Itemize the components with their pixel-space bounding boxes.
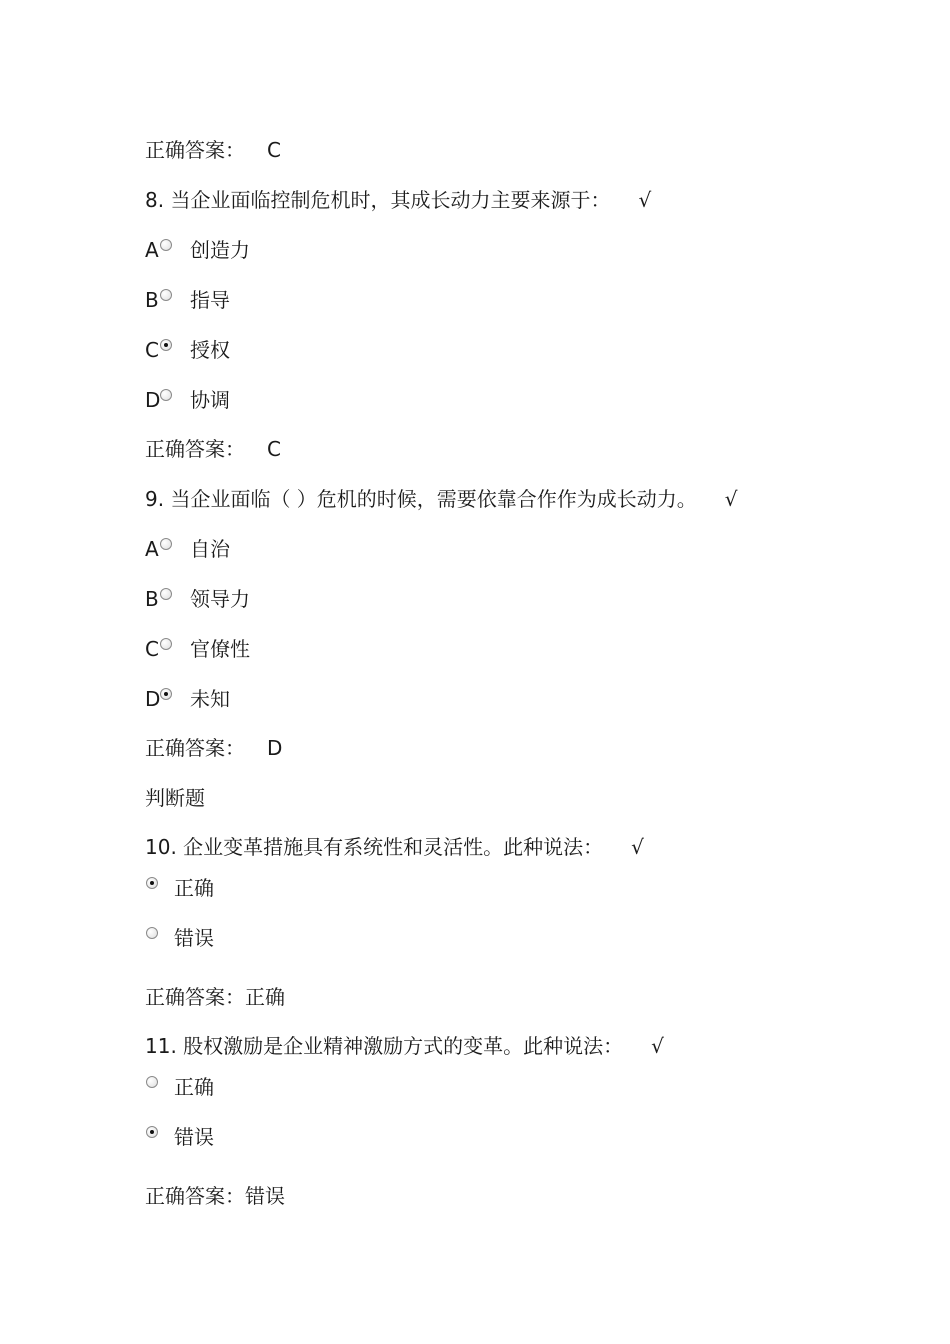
answer-value: C xyxy=(267,437,281,461)
option-text: 指导 xyxy=(190,288,230,312)
q9-option-d[interactable] xyxy=(145,687,230,711)
question-text: 11. 股权激励是企业精神激励方式的变革。此种说法： xyxy=(145,1034,624,1058)
q8-answer xyxy=(145,437,281,461)
answer-value: 错误 xyxy=(245,1184,285,1208)
answer-value: 正确 xyxy=(245,985,285,1009)
q8-option-a[interactable] xyxy=(145,238,250,262)
q8-question xyxy=(145,188,651,212)
answer-label: 正确答案： xyxy=(145,736,245,760)
q11-answer xyxy=(145,1184,285,1208)
option-letter: B xyxy=(145,288,159,312)
option-text: 正确 xyxy=(174,1075,214,1099)
radio-button[interactable] xyxy=(160,588,172,600)
q10-answer xyxy=(145,985,285,1009)
q8-option-c[interactable] xyxy=(145,338,230,362)
radio-button[interactable] xyxy=(160,389,172,401)
option-letter: D xyxy=(145,388,161,412)
radio-button[interactable] xyxy=(146,927,158,939)
option-letter: D xyxy=(145,687,161,711)
q9-answer xyxy=(145,736,282,760)
answer-label: 正确答案： xyxy=(145,437,245,461)
q10-option-false[interactable] xyxy=(145,926,214,950)
q10-question xyxy=(145,835,644,859)
option-letter: A xyxy=(145,537,159,561)
option-text: 错误 xyxy=(174,1125,214,1149)
radio-button[interactable] xyxy=(160,289,172,301)
q9-option-c[interactable] xyxy=(145,637,250,661)
option-text: 协调 xyxy=(190,388,230,412)
radio-button[interactable] xyxy=(160,538,172,550)
question-text: 10. 企业变革措施具有系统性和灵活性。此种说法： xyxy=(145,835,604,859)
option-letter: C xyxy=(145,338,159,362)
option-text: 自治 xyxy=(190,537,230,561)
answer-label: 正确答案： xyxy=(145,985,245,1009)
radio-button-selected[interactable] xyxy=(160,339,172,351)
answer-value: D xyxy=(267,736,283,760)
q8-option-d[interactable] xyxy=(145,388,230,412)
q11-question xyxy=(145,1034,664,1058)
radio-button-selected[interactable] xyxy=(146,1126,158,1138)
option-text: 错误 xyxy=(174,926,214,950)
section-title: 判断题 xyxy=(145,786,205,810)
option-text: 官僚性 xyxy=(190,637,250,661)
radio-button[interactable] xyxy=(146,1076,158,1088)
answer-label: 正确答案： xyxy=(145,1184,245,1208)
option-text: 创造力 xyxy=(190,238,250,262)
radio-button[interactable] xyxy=(160,239,172,251)
option-text: 授权 xyxy=(190,338,230,362)
check-mark-icon: √ xyxy=(631,835,644,859)
q11-option-true[interactable] xyxy=(145,1075,214,1099)
answer-label: 正确答案： xyxy=(145,138,245,162)
q9-option-a[interactable] xyxy=(145,537,230,561)
check-mark-icon: √ xyxy=(724,487,738,511)
option-text: 领导力 xyxy=(190,587,250,611)
q11-option-false[interactable] xyxy=(145,1125,214,1149)
option-text: 正确 xyxy=(174,876,214,900)
option-letter: A xyxy=(145,238,159,262)
option-text: 未知 xyxy=(190,687,230,711)
radio-button-selected[interactable] xyxy=(160,688,172,700)
radio-button[interactable] xyxy=(160,638,172,650)
question-text: 9. 当企业面临（ ）危机的时候，需要依靠合作作为成长动力。 xyxy=(145,487,697,511)
check-mark-icon: √ xyxy=(638,188,652,212)
answer-value: C xyxy=(267,138,281,162)
option-letter: C xyxy=(145,637,159,661)
q10-option-true[interactable] xyxy=(145,876,214,900)
q8-option-b[interactable] xyxy=(145,288,230,312)
radio-button-selected[interactable] xyxy=(146,877,158,889)
question-text: 8. 当企业面临控制危机时，其成长动力主要来源于： xyxy=(145,188,611,212)
q9-option-b[interactable] xyxy=(145,587,250,611)
q9-question xyxy=(145,487,738,511)
check-mark-icon: √ xyxy=(651,1034,664,1058)
q7-answer xyxy=(145,138,281,162)
option-letter: B xyxy=(145,587,159,611)
